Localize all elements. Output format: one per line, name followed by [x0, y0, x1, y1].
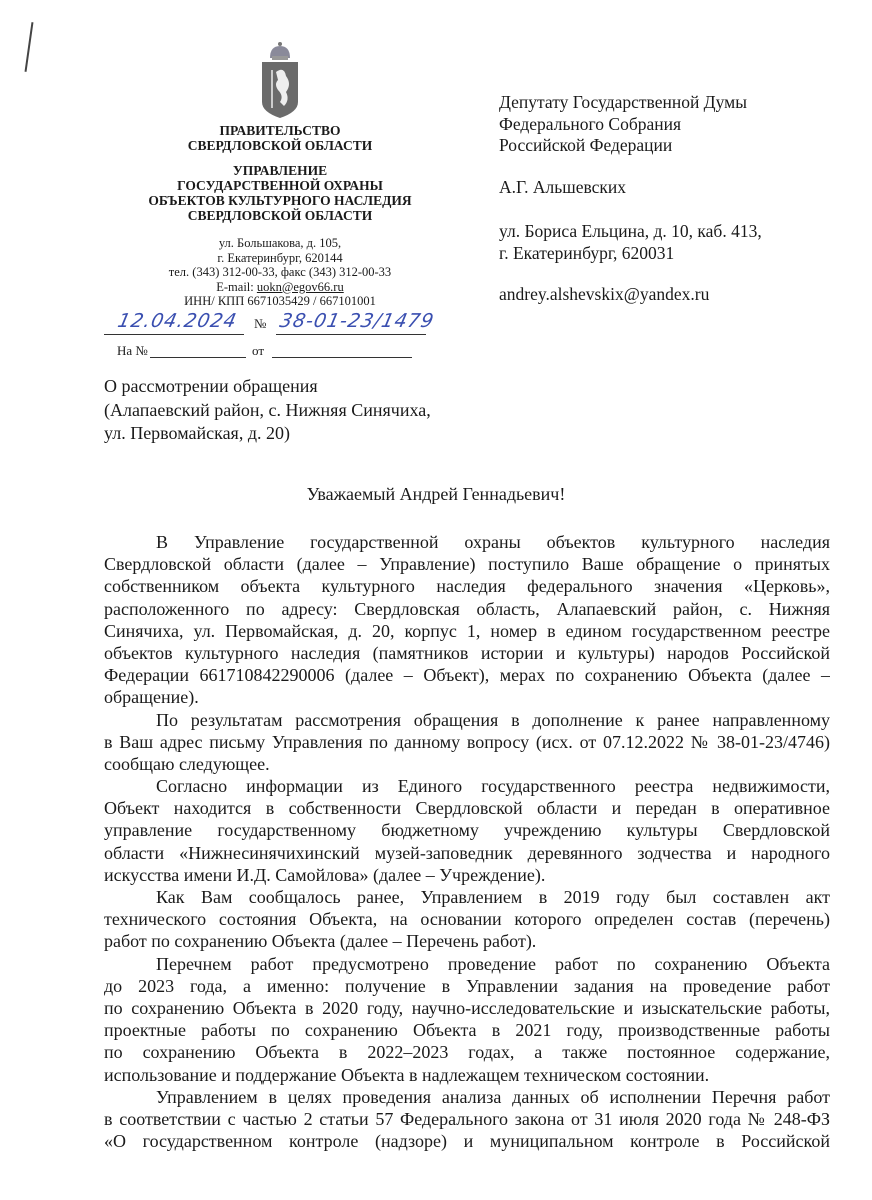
paragraph-line: Перечнем работ предусмотрено проведение работ по сохранению Объекта: [156, 953, 830, 974]
subject-line: ул. Первомайская, д. 20): [104, 423, 290, 443]
paragraph-line: собственником объекта культурного наследия федерального значения «Церковь»,: [104, 576, 830, 597]
department-name: [130, 163, 430, 223]
email-line: [130, 280, 430, 295]
paragraph-line: до 2023 года, а именно: получение в Управлении задания на проведение работ: [104, 975, 830, 996]
email-link[interactable]: uokn@egov66.ru: [256, 279, 344, 294]
paragraph-line: расположенного по адресу: Свердловская область, Алапаевский район, с. Нижняя: [104, 598, 830, 619]
paragraph: [104, 709, 830, 776]
paragraph-line: в Ваш адрес письму Управления по данному вопросу (исх. от 07.12.2022 № 38-01-23/4746): [104, 731, 830, 752]
recipient-line: Российской Федерации: [499, 135, 673, 155]
address-line: г. Екатеринбург, 620144: [217, 250, 343, 265]
government-name: [130, 123, 430, 153]
email-label: E-mail:: [216, 279, 257, 294]
paragraph-line: искусства имени И.Д. Самойлова» (далее – Учреждение).: [104, 864, 546, 885]
paragraph: [104, 1086, 830, 1153]
reference-from-label: от: [252, 343, 265, 358]
paragraph-line: «О государственном контроле (надзоре) и муниципальном контроле в Российской: [104, 1131, 830, 1152]
handwritten-number: 38-01-23/1479: [277, 310, 437, 332]
subject-line: (Алапаевский район, с. Нижняя Синячиха,: [104, 399, 431, 420]
paragraph: [104, 775, 830, 886]
government-line: СВЕРДЛОВСКОЙ ОБЛАСТИ: [187, 138, 373, 153]
paragraph-line: проектные работы по сохранению Объекта в 2021 году, производственные работы: [104, 1020, 830, 1041]
date-field: [104, 312, 244, 335]
inn-line: ИНН/ КПП 6671035429 / 667101001: [184, 294, 376, 309]
paragraph-line: Согласно информации из Единого государственного реестра недвижимости,: [156, 776, 830, 797]
paragraph-line: использование и поддержание Объекта в надлежащем техническом состоянии.: [104, 1064, 710, 1085]
greeting: Уважаемый Андрей Геннадьевич!: [306, 484, 566, 504]
paragraph-line: Управлением в целях проведения анализа данных об исполнении Перечня работ: [156, 1086, 830, 1107]
department-line: ГОСУДАРСТВЕННОЙ ОХРАНЫ: [177, 178, 383, 193]
department-line: УПРАВЛЕНИЕ: [232, 163, 328, 178]
reference-number-field: [150, 343, 246, 358]
recipient-title: [499, 92, 747, 157]
department-line: ОБЪЕКТОВ КУЛЬТУРНОГО НАСЛЕДИЯ: [148, 193, 412, 208]
paragraph-line: области «Нижнесинячихинский музей-заповедник деревянного зодчества и народного: [104, 842, 830, 863]
paragraph-line: Синячиха, ул. Первомайская, д. 20, корпус 1, номер в едином государственном реестре: [104, 620, 830, 641]
paragraph-line: работ по сохранению Объекта (далее – Перечень работ).: [104, 931, 537, 952]
paragraph-line: обращение).: [104, 687, 199, 708]
paragraph-line: Свердловской области (далее – Управление) поступило Ваше обращение о принятых: [104, 554, 830, 575]
paragraph: [104, 953, 830, 1086]
phone-line: тел. (343) 312-00-33, факс (343) 312-00-33: [168, 265, 392, 280]
paragraph-line: В Управление государственной охраны объектов культурного наследия: [156, 532, 830, 552]
pen-mark: [25, 22, 34, 72]
reference-date-field: [272, 343, 412, 358]
recipient-line: Федерального Собрания: [499, 113, 682, 134]
handwritten-date: 12.04.2024: [115, 310, 240, 332]
reference-label: На №: [117, 343, 148, 358]
recipient-line: Депутату Государственной Думы: [499, 92, 747, 112]
coat-of-arms-icon: [258, 40, 302, 120]
number-field: [276, 310, 437, 335]
letter-body: [104, 531, 830, 1152]
paragraph-line: в соответствии с частью 2 статьи 57 Федерального закона от 31 июля 2020 года № 248-ФЗ: [104, 1108, 830, 1129]
paragraph: [104, 886, 830, 953]
department-contacts: [130, 236, 430, 309]
paragraph-line: объектов культурного наследия (памятников истории и культуры) народов Российской: [104, 642, 830, 663]
paragraph-line: управление государственному бюджетному учреждению культуры Свердловской: [104, 820, 830, 841]
paragraph-line: Объект находится в собственности Свердловской области и передан в оперативное: [104, 798, 830, 819]
recipient-address-line: г. Екатеринбург, 620031: [499, 242, 675, 263]
recipient-name: А.Г. Альшевских: [499, 177, 627, 197]
paragraph-line: Федерации 661710842290006 (далее – Объект), мерах по сохранению Объекта (далее –: [104, 665, 830, 686]
paragraph-line: по сохранению Объекта в 2022–2023 годах, а также постоянное содержание,: [104, 1042, 830, 1063]
recipient-email[interactable]: andrey.alshevskix@yandex.ru: [499, 284, 710, 304]
paragraph-line: сообщаю следующее.: [104, 753, 270, 774]
paragraph-line: Как Вам сообщалось ранее, Управлением в 2019 году был составлен акт: [156, 887, 830, 907]
subject: [104, 375, 431, 446]
number-label: №: [254, 316, 267, 331]
paragraph-line: По результатам рассмотрения обращения в дополнение к ранее направленному: [156, 709, 830, 730]
department-line: СВЕРДЛОВСКОЙ ОБЛАСТИ: [187, 208, 373, 223]
government-line: ПРАВИТЕЛЬСТВО: [219, 123, 341, 138]
paragraph: [104, 531, 830, 709]
subject-line: О рассмотрении обращения: [104, 376, 318, 396]
recipient-address-line: ул. Бориса Ельцина, д. 10, каб. 413,: [499, 221, 762, 241]
address-line: ул. Большакова, д. 105,: [218, 236, 342, 250]
recipient-address: [499, 221, 762, 264]
paragraph-line: технического состояния Объекта, на основании которого определен состав (перечень): [104, 909, 830, 930]
paragraph-line: по сохранению Объекта в 2020 году, научно-исследовательские и изыскательские работы,: [104, 997, 830, 1018]
